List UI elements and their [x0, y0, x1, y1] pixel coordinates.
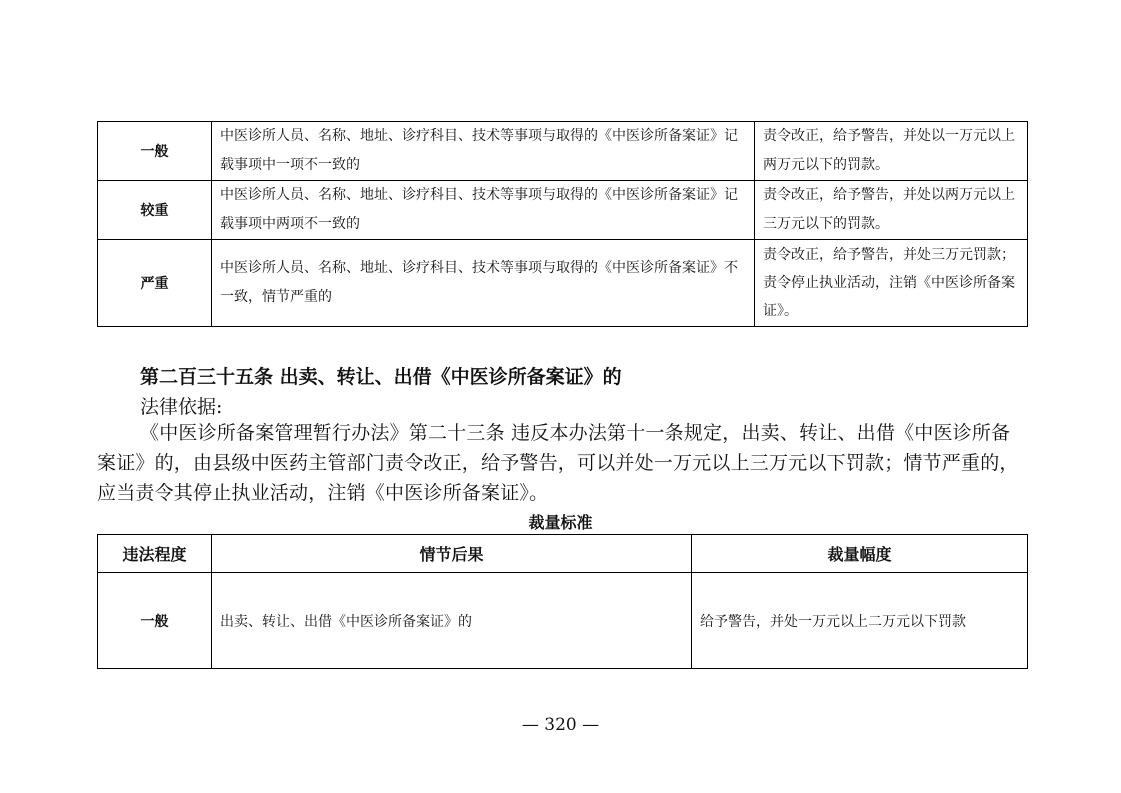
circumstance-cell: 出卖、转让、出借《中医诊所备案证》的 — [212, 573, 692, 669]
legal-basis-label: 法律依据: — [140, 396, 223, 418]
table-row — [98, 181, 1028, 240]
article-title: 第二百三十五条 出卖、转让、出借《中医诊所备案证》的 — [140, 366, 622, 388]
table-row — [98, 122, 1028, 181]
level-cell: 一般 — [98, 122, 212, 181]
level-cell: 一般 — [98, 573, 212, 669]
discretion-standard-title: 裁量标准 — [528, 513, 593, 532]
header-violation-degree: 违法程度 — [98, 535, 212, 573]
penalty-cell: 给予警告，并处一万元以上二万元以下罚款 — [692, 573, 1028, 669]
level-cell: 严重 — [98, 240, 212, 327]
circumstance-cell: 中医诊所人员、名称、地址、诊疗科目、技术等事项与取得的《中医诊所备案证》不一致，情节严重的 — [212, 240, 755, 327]
table-row — [98, 240, 1028, 327]
page-number: — 320 — — [521, 715, 600, 735]
penalty-cell: 责令改正，给予警告，并处以一万元以上两万元以下的罚款。 — [755, 122, 1028, 181]
level-cell: 较重 — [98, 181, 212, 240]
circumstance-cell: 中医诊所人员、名称、地址、诊疗科目、技术等事项与取得的《中医诊所备案证》记载事项中一项不一致的 — [212, 122, 755, 181]
table-row — [98, 573, 1028, 669]
top-discretion-table — [97, 121, 1028, 327]
penalty-cell: 责令改正，给予警告，并处三万元罚款；责令停止执业活动，注销《中医诊所备案证》。 — [755, 240, 1028, 327]
header-discretion-range: 裁量幅度 — [692, 535, 1028, 573]
legal-basis-text: 《中医诊所备案管理暂行办法》第二十三条 违反本办法第十一条规定，出卖、转让、出借《中医诊所备案证》的，由县级中医药主管部门责令改正，给予警告，可以并处一万元以上三万元以下罚款；情节严重的，应当责令其停止执业活动，注销《中医诊所备案证》。 — [97, 422, 1019, 504]
penalty-cell: 责令改正，给予警告，并处以两万元以上三万元以下的罚款。 — [755, 181, 1028, 240]
circumstance-cell: 中医诊所人员、名称、地址、诊疗科目、技术等事项与取得的《中医诊所备案证》记载事项中两项不一致的 — [212, 181, 755, 240]
table-header-row — [98, 535, 1028, 573]
discretion-standard-table — [97, 534, 1028, 669]
header-circumstance: 情节后果 — [212, 535, 692, 573]
